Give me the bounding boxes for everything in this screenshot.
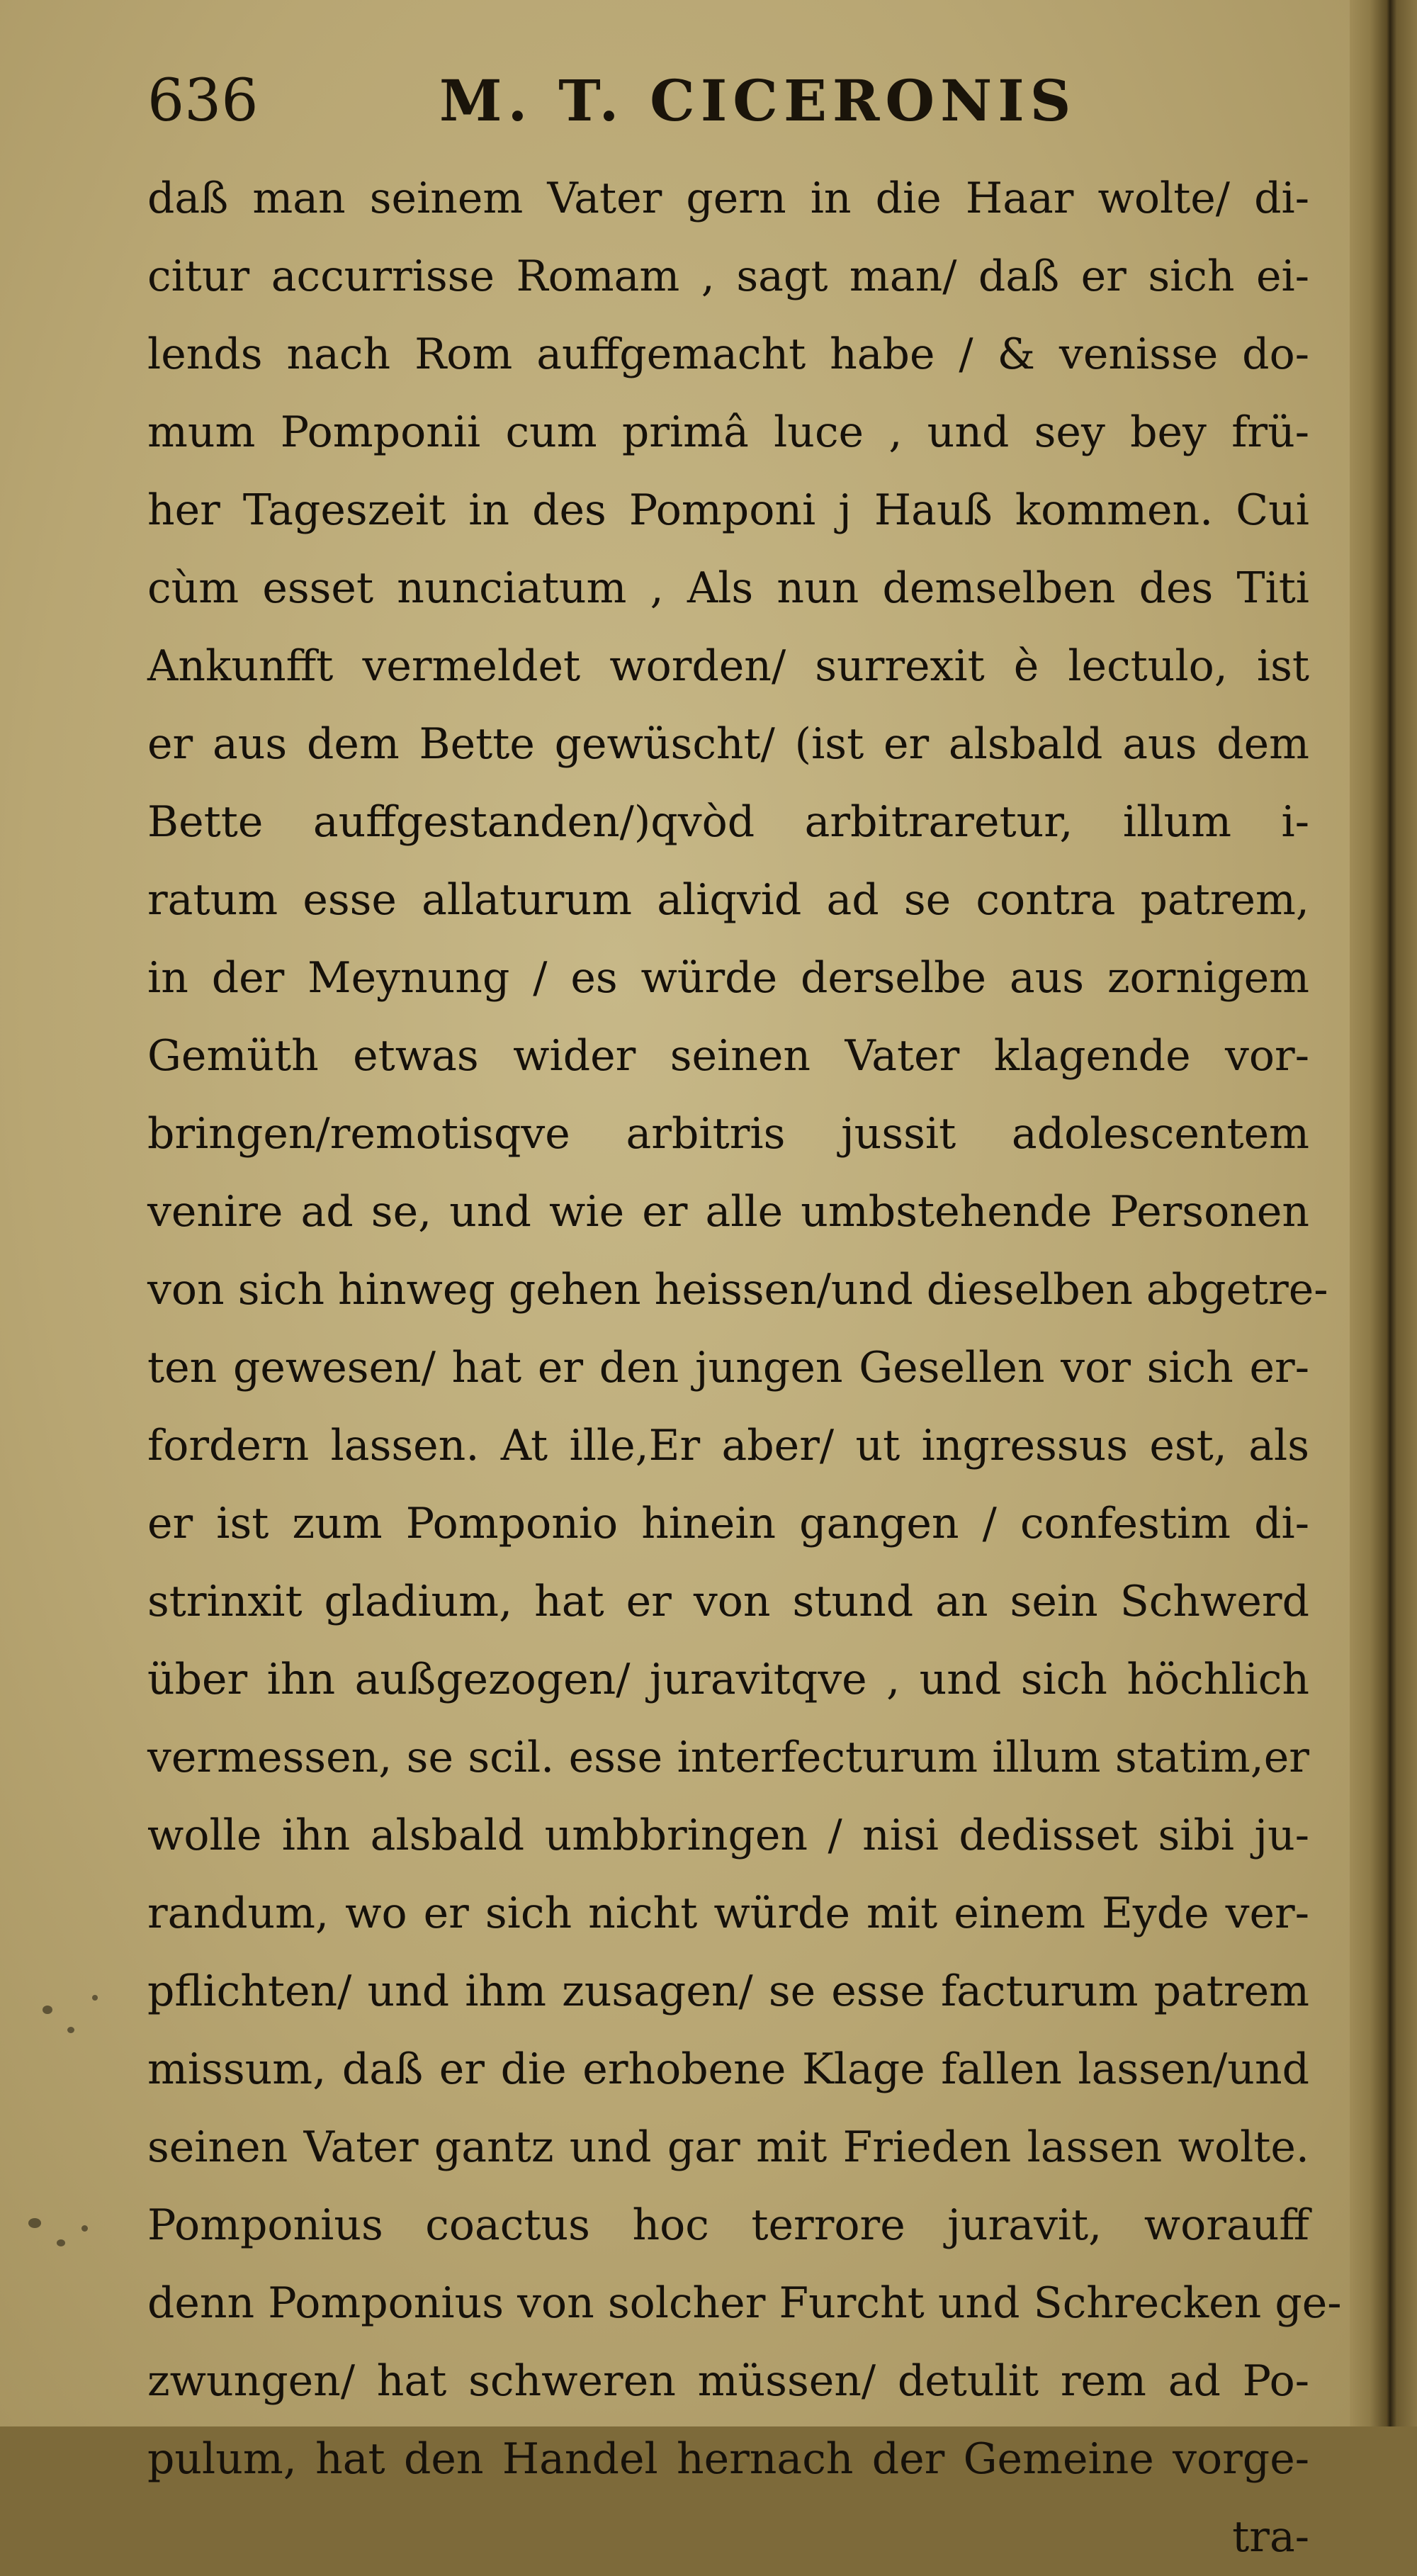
text-line: fordern lassen. At ille,Er aber/ ut ingressus est, als — [147, 1421, 1309, 1470]
text-line: missum, daß er die erhobene Klage fallen lassen/und — [147, 2045, 1309, 2094]
text-line: ratum esse allaturum aliqvid ad se contra patrem, — [147, 875, 1309, 925]
text-line: strinxit gladium, hat er von stund an sein Schwerd — [147, 1577, 1309, 1626]
text-line: über ihn außgezogen/ juravitqve , und sich höchlich — [147, 1655, 1309, 1704]
ink-speck — [81, 2225, 88, 2232]
ink-speck — [92, 1995, 98, 2001]
text-line: wolle ihn alsbald umbbringen / nisi dedisset sibi ju- — [147, 1811, 1309, 1860]
page-number: 636 — [147, 67, 259, 135]
text-line: her Tageszeit in des Pomponi j Hauß kommen. Cui — [147, 485, 1309, 535]
ink-speck — [67, 2027, 74, 2033]
text-line: daß man seinem Vater gern in die Haar wolte/ di- — [147, 174, 1309, 223]
text-line: lends nach Rom auffgemacht habe / & venisse do- — [147, 330, 1309, 379]
text-line: citur accurrisse Romam , sagt man/ daß er sich ei- — [147, 252, 1309, 301]
ink-speck — [28, 2218, 41, 2228]
page-gutter — [1350, 0, 1417, 2426]
catchword: tra- — [1232, 2512, 1309, 2562]
ink-speck — [57, 2239, 65, 2246]
text-line: vermessen, se scil. esse interfecturum illum statim,er — [147, 1733, 1309, 1782]
text-line: mum Pomponii cum primâ luce , und sey bey frü- — [147, 407, 1309, 457]
text-line: venire ad se, und wie er alle umbstehende Personen — [147, 1187, 1309, 1237]
text-line: denn Pomponius von solcher Furcht und Schrecken ge- — [147, 2278, 1342, 2328]
running-head: M. T. CICERONIS — [439, 67, 1077, 134]
text-line: in der Meynung / es würde derselbe aus zornigem — [147, 953, 1309, 1003]
text-line: Ankunfft vermeldet worden/ surrexit è lectulo, ist — [147, 641, 1309, 691]
text-body — [147, 159, 1342, 2576]
text-line: pulum, hat den Handel hernach der Gemeine vorge- — [147, 2434, 1309, 2484]
text-line: seinen Vater gantz und gar mit Frieden lassen wolte. — [147, 2122, 1309, 2172]
text-line: ten gewesen/ hat er den jungen Gesellen vor sich er- — [147, 1343, 1309, 1393]
text-line: bringen/remotisqve arbitris jussit adolescentem — [147, 1109, 1309, 1159]
text-line: zwungen/ hat schweren müssen/ detulit rem ad Po- — [147, 2356, 1309, 2406]
ink-speck — [43, 2006, 52, 2014]
text-line: von sich hinweg gehen heissen/und dieselben abgetre- — [147, 1265, 1328, 1315]
text-line: er ist zum Pomponio hinein gangen / confestim di- — [147, 1499, 1309, 1548]
text-line: Pomponius coactus hoc terrore juravit, worauff — [147, 2200, 1309, 2250]
text-line: er aus dem Bette gewüscht/ (ist er alsbald aus dem — [147, 719, 1309, 769]
text-line: Bette auffgestanden/)qvòd arbitraretur, illum i- — [147, 797, 1309, 847]
text-line: Gemüth etwas wider seinen Vater klagende vor- — [147, 1031, 1309, 1081]
text-line: randum, wo er sich nicht würde mit einem Eyde ver- — [147, 1889, 1309, 1938]
text-line: cùm esset nunciatum , Als nun demselben des Titi — [147, 563, 1309, 613]
text-line: pflichten/ und ihm zusagen/ se esse facturum patrem — [147, 1967, 1309, 2016]
